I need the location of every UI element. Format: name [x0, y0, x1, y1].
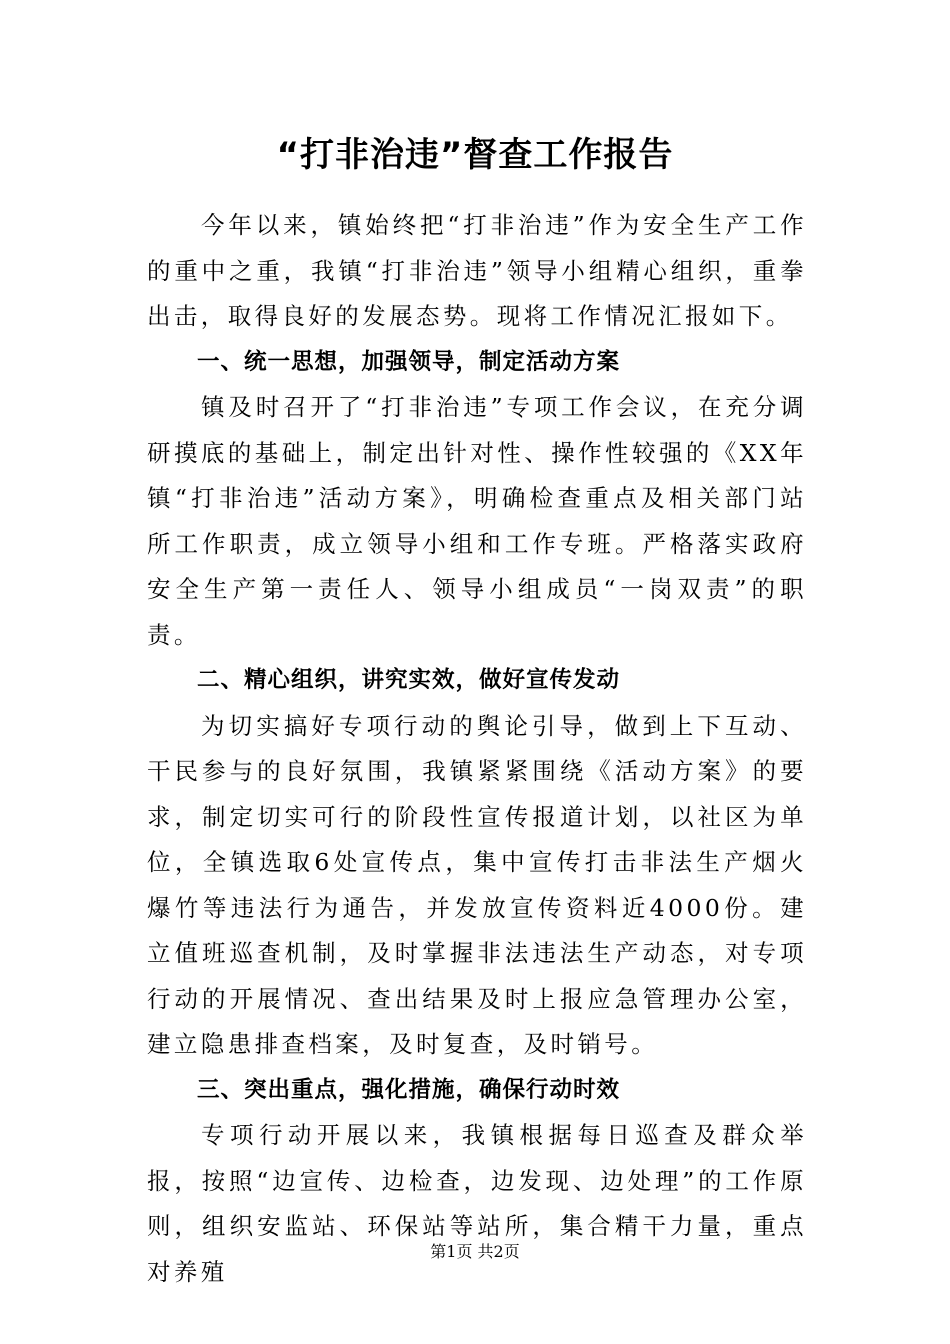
section-heading-3: 三、突出重点，强化措施，确保行动时效 [197, 1076, 621, 1103]
paragraph-intro: 今年以来，镇始终把“打非治违”作为安全生产工作的重中之重，我镇“打非治违”领导小组精心组织，重拳出击，取得良好的发展态势。现将工作情况汇报如下。 [147, 211, 807, 330]
page-number-footer: 第1页 共2页 [430, 1242, 520, 1261]
document-body [147, 203, 807, 1295]
paragraph-section-1: 镇及时召开了“打非治违”专项工作会议，在充分调研摸底的基础上，制定出针对性、操作性较强的《XX年镇“打非治违”活动方案》，明确检查重点及相关部门站所工作职责，成立领导小组和工作专班。严格落实政府安全生产第一责任人、领导小组成员“一岗双责”的职责。 [147, 393, 807, 649]
paragraph-section-3: 专项行动开展以来，我镇根据每日巡查及群众举报，按照“边宣传、边检查，边发现、边处理”的工作原则，组织安监站、环保站等站所，集合精干力量，重点对养殖 [147, 1121, 807, 1286]
section-heading-1: 一、统一思想，加强领导，制定活动方案 [197, 348, 621, 375]
paragraph-section-2: 为切实搞好专项行动的舆论引导，做到上下互动、干民参与的良好氛围，我镇紧紧围绕《活动方案》的要求，制定切实可行的阶段性宣传报道计划，以社区为单位，全镇选取6处宣传点，集中宣传打击非法生产烟火爆竹等违法行为通告，并发放宣传资料近4000份。建立值班巡查机制，及时掌握非法违法生产动态，对专项行动的开展情况、查出结果及时上报应急管理办公室，建立隐患排查档案，及时复查，及时销号。 [147, 711, 807, 1058]
section-heading-2: 二、精心组织，讲究实效，做好宣传发动 [197, 667, 621, 693]
document-title: “打非治违”督查工作报告 [276, 135, 674, 175]
